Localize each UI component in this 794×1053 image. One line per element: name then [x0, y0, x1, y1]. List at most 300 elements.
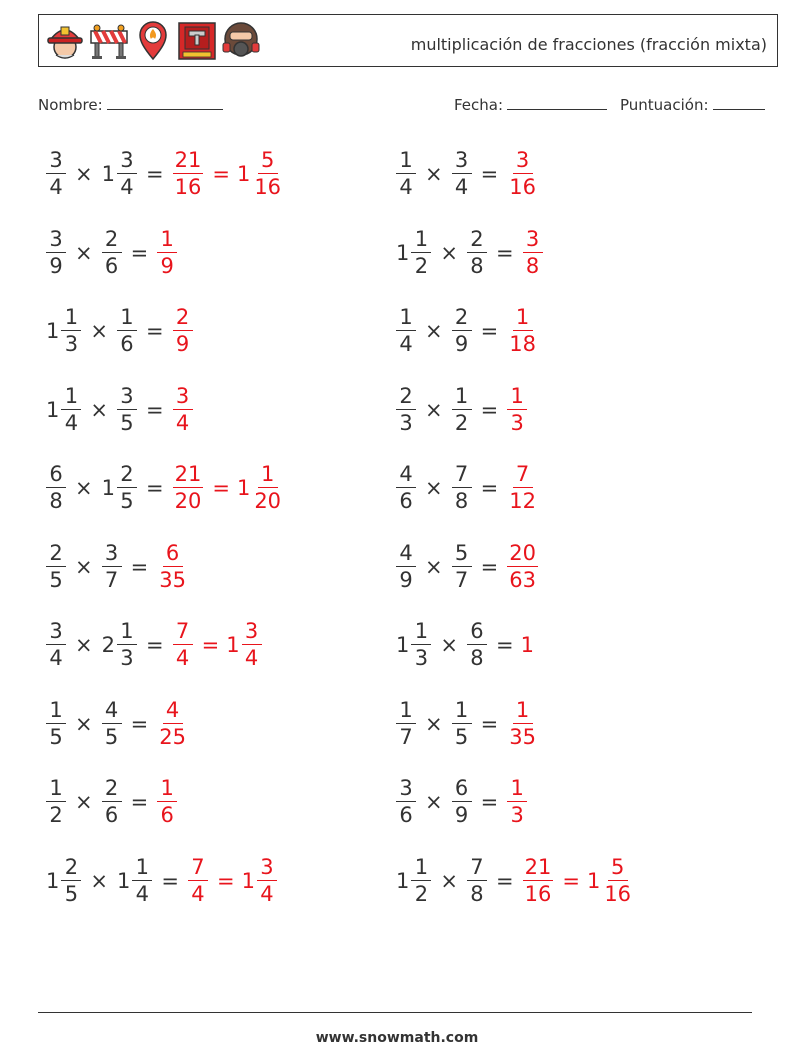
whole-number: 1 [46, 319, 60, 343]
denominator: 4 [135, 881, 150, 906]
numerator: 3 [173, 386, 193, 410]
fraction [117, 464, 137, 512]
gas-mask-icon [221, 19, 261, 63]
first-operand [44, 150, 68, 198]
times-sign: × [75, 240, 93, 265]
times-sign: × [75, 162, 93, 186]
denominator: 6 [160, 803, 174, 827]
first-operand [394, 307, 418, 355]
answer-fraction [188, 854, 208, 906]
numerator: 2 [117, 464, 137, 488]
fraction [117, 383, 137, 435]
denominator: 4 [64, 410, 79, 435]
problem-item [44, 458, 285, 518]
fraction [396, 697, 416, 749]
denominator: 4 [260, 881, 274, 906]
second-operand [450, 307, 474, 355]
numerator: 3 [46, 621, 66, 645]
times-sign: × [440, 240, 458, 265]
denominator: 3 [399, 410, 413, 435]
times-sign: × [75, 711, 93, 736]
problem-item [394, 458, 540, 518]
times-sign: × [425, 397, 443, 422]
problem-item [44, 615, 264, 675]
answer-fraction [157, 226, 177, 278]
fraction [132, 854, 152, 906]
answer [521, 633, 534, 657]
answer-fraction [507, 778, 527, 826]
numerator: 2 [452, 307, 472, 331]
second-operand [450, 697, 474, 749]
denominator: 4 [49, 646, 63, 670]
second-operand [465, 621, 489, 669]
answer-equals-sign: = [562, 868, 580, 893]
fraction [102, 778, 122, 826]
equals-sign: = [145, 319, 164, 343]
numerator: 6 [467, 621, 487, 645]
times-sign: × [440, 633, 458, 657]
times-sign: × [75, 476, 93, 500]
answer [171, 621, 264, 669]
answer-mixed-whole: 1 [236, 162, 251, 186]
first-operand [44, 464, 68, 512]
numerator: 21 [524, 854, 552, 879]
first-operand [394, 383, 418, 435]
numerator: 20 [509, 540, 536, 565]
second-operand [100, 464, 139, 512]
fraction [467, 226, 487, 278]
answer-fraction [507, 383, 527, 435]
equals-sign: = [480, 397, 499, 422]
score-blank[interactable] [713, 95, 765, 110]
answer-mixed-whole: 1 [241, 868, 255, 893]
fraction [452, 383, 472, 435]
denominator: 2 [49, 803, 63, 827]
answer-fraction [523, 854, 554, 906]
numerator: 4 [102, 700, 122, 724]
numerator: 2 [173, 307, 193, 331]
numerator: 3 [102, 543, 122, 567]
numerator: 3 [242, 621, 262, 645]
firefighter-helmet-icon [45, 19, 85, 63]
whole-number: 1 [396, 633, 410, 657]
first-operand [44, 854, 83, 906]
denominator: 4 [49, 175, 63, 199]
numerator: 1 [117, 307, 137, 331]
problem-item [394, 537, 540, 597]
answer-fraction [523, 226, 543, 278]
denominator: 20 [254, 489, 282, 513]
denominator: 9 [49, 253, 63, 278]
answer-mixed-fraction [602, 854, 633, 906]
equals-sign: = [161, 868, 179, 893]
first-operand [394, 621, 433, 669]
whole-number: 1 [46, 397, 60, 422]
numerator: 3 [46, 150, 66, 174]
name-blank[interactable] [107, 95, 223, 110]
second-operand [450, 383, 474, 435]
problem-item [44, 851, 279, 911]
denominator: 7 [454, 567, 469, 592]
answer-mixed-fraction [242, 621, 262, 669]
numerator: 1 [411, 857, 431, 881]
fraction [467, 621, 487, 669]
numerator: 7 [452, 464, 472, 488]
whole-number: 1 [396, 868, 410, 893]
equals-sign: = [130, 711, 149, 736]
whole-number: 1 [101, 476, 115, 500]
fraction [61, 854, 81, 906]
fraction [452, 150, 472, 198]
answer [171, 150, 285, 198]
times-sign: × [425, 476, 443, 500]
answer-fraction [507, 697, 538, 749]
denominator: 7 [399, 724, 413, 749]
numerator: 5 [258, 150, 278, 174]
answer [505, 307, 540, 355]
road-barrier-icon [89, 19, 129, 63]
whole-number: 1 [101, 162, 115, 186]
denominator: 63 [509, 567, 536, 592]
first-operand [394, 226, 433, 278]
numerator: 7 [173, 621, 193, 645]
denominator: 5 [49, 724, 63, 749]
first-operand [44, 778, 68, 826]
answer-equals-sign: = [212, 162, 230, 186]
times-sign: × [440, 868, 458, 893]
answer-fraction [157, 697, 188, 749]
numerator: 7 [467, 857, 487, 881]
equals-sign: = [145, 397, 164, 422]
second-operand [465, 854, 489, 906]
problem-item [394, 772, 529, 832]
answer [505, 697, 540, 749]
numerator: 4 [396, 543, 416, 567]
equals-sign: = [480, 790, 499, 814]
fraction [46, 778, 66, 826]
denominator: 9 [454, 803, 469, 827]
equals-sign: = [480, 554, 499, 579]
numerator: 1 [157, 778, 177, 802]
denominator: 6 [120, 332, 134, 356]
denominator: 18 [509, 332, 536, 356]
answer-equals-sign: = [201, 633, 220, 657]
answer-fraction [507, 307, 538, 355]
fraction [452, 464, 472, 512]
answer-mixed-whole: 1 [226, 633, 240, 657]
numerator: 3 [117, 386, 137, 410]
answer-mixed-fraction [257, 854, 277, 906]
whole-number: 1 [396, 240, 410, 265]
equals-sign: = [130, 554, 149, 579]
date-label: Fecha: [454, 96, 504, 114]
fraction [102, 226, 122, 278]
times-sign: × [425, 162, 443, 186]
answer-fraction [173, 464, 204, 512]
problem-item [394, 380, 529, 440]
numerator: 6 [452, 778, 472, 802]
fraction [396, 383, 416, 435]
numerator: 21 [174, 148, 202, 172]
second-operand [450, 540, 474, 592]
fraction [452, 307, 472, 355]
answer [505, 464, 540, 512]
denominator: 3 [414, 646, 429, 670]
numerator: 1 [507, 386, 527, 410]
second-operand [100, 150, 139, 198]
date-field [454, 95, 607, 114]
problem-item [44, 301, 195, 361]
denominator: 8 [49, 489, 63, 513]
denominator: 3 [510, 410, 524, 435]
equals-sign: = [145, 633, 164, 657]
second-operand [115, 854, 154, 906]
worksheet-header [38, 14, 778, 67]
numerator: 3 [452, 150, 472, 174]
numerator: 7 [513, 464, 533, 488]
denominator: 4 [175, 646, 190, 670]
numerator: 4 [163, 700, 183, 724]
numerator: 1 [452, 700, 472, 724]
answer-whole: 1 [520, 633, 534, 657]
fraction [46, 226, 66, 278]
first-operand [44, 226, 68, 278]
equals-sign: = [495, 633, 514, 657]
times-sign: × [90, 319, 108, 343]
denominator: 3 [510, 803, 524, 827]
denominator: 8 [454, 489, 469, 513]
denominator: 35 [509, 724, 536, 749]
numerator: 1 [117, 621, 137, 645]
second-operand [465, 226, 489, 278]
equals-sign: = [480, 162, 499, 186]
fraction [46, 464, 66, 512]
answer-equals-sign: = [216, 868, 235, 893]
denominator: 16 [174, 175, 202, 199]
denominator: 4 [399, 332, 413, 356]
times-sign: × [75, 554, 93, 579]
equals-sign: = [145, 162, 164, 186]
numerator: 1 [411, 229, 431, 253]
numerator: 6 [46, 464, 66, 488]
second-operand [450, 150, 474, 198]
answer-fraction [173, 621, 193, 669]
fraction [61, 383, 81, 435]
name-label: Nombre: [38, 96, 103, 114]
score-label: Puntuación: [620, 96, 709, 114]
fraction [411, 621, 431, 669]
equals-sign: = [145, 476, 164, 500]
denominator: 6 [104, 253, 119, 278]
denominator: 4 [244, 646, 259, 670]
denominator: 5 [454, 724, 469, 749]
answer [155, 697, 190, 749]
second-operand [450, 778, 474, 826]
fraction [117, 307, 137, 355]
answer [186, 854, 279, 906]
denominator: 8 [470, 646, 484, 670]
footer-url: www.snowmath.com [315, 1030, 479, 1046]
equals-sign: = [495, 868, 514, 893]
fraction [46, 697, 66, 749]
fraction [396, 778, 416, 826]
denominator: 20 [174, 489, 202, 513]
answer-fraction [507, 150, 538, 198]
name-field [38, 95, 223, 114]
denominator: 6 [399, 803, 413, 827]
numerator: 21 [174, 462, 202, 486]
denominator: 3 [64, 332, 79, 356]
equals-sign: = [480, 711, 499, 736]
answer-fraction [173, 150, 204, 198]
answer-fraction [157, 540, 188, 592]
numerator: 7 [188, 857, 208, 881]
times-sign: × [425, 554, 443, 579]
score-field [620, 95, 765, 114]
fraction [467, 854, 487, 906]
fraction [396, 307, 416, 355]
answer-equals-sign: = [212, 476, 230, 500]
fraction [452, 778, 472, 826]
first-operand [394, 540, 418, 592]
denominator: 6 [399, 489, 413, 513]
numerator: 1 [132, 857, 152, 881]
fraction [396, 540, 416, 592]
numerator: 1 [452, 386, 472, 410]
first-operand [44, 383, 83, 435]
problem-item [44, 537, 190, 597]
whole-number: 1 [116, 868, 131, 893]
numerator: 3 [117, 150, 137, 174]
first-operand [394, 464, 418, 512]
numerator: 2 [102, 229, 122, 253]
fraction [452, 540, 472, 592]
answer-fraction [173, 307, 193, 355]
answer-fraction [157, 778, 177, 826]
denominator: 12 [509, 489, 536, 513]
times-sign: × [75, 633, 93, 657]
numerator: 3 [257, 857, 277, 881]
whole-number: 1 [46, 868, 60, 893]
fraction [102, 540, 122, 592]
numerator: 3 [396, 778, 416, 802]
second-operand [100, 778, 124, 826]
footer-divider [38, 1012, 752, 1013]
denominator: 4 [120, 175, 134, 199]
denominator: 5 [49, 567, 63, 592]
second-operand [100, 697, 124, 749]
numerator: 2 [102, 778, 122, 802]
numerator: 1 [396, 150, 416, 174]
answer [505, 383, 529, 435]
denominator: 9 [175, 332, 190, 356]
date-blank[interactable] [507, 95, 607, 110]
second-operand [115, 307, 139, 355]
numerator: 1 [411, 621, 431, 645]
first-operand [44, 307, 83, 355]
equals-sign: = [480, 319, 499, 343]
problem-item [44, 772, 179, 832]
numerator: 1 [46, 700, 66, 724]
fraction [411, 226, 431, 278]
worksheet-title: multiplicación de fracciones (fracción mixta) [410, 35, 767, 54]
answer-fraction [507, 464, 538, 512]
denominator: 2 [414, 253, 429, 278]
answer [521, 226, 545, 278]
fraction [46, 150, 66, 198]
answer-mixed-fraction [252, 464, 283, 512]
times-sign: × [425, 711, 443, 736]
fraction [117, 621, 137, 669]
problem-item [394, 851, 635, 911]
denominator: 5 [120, 410, 134, 435]
numerator: 2 [396, 386, 416, 410]
denominator: 4 [191, 881, 205, 906]
first-operand [44, 621, 68, 669]
denominator: 16 [604, 881, 632, 906]
denominator: 8 [525, 253, 540, 278]
answer-mixed-whole: 1 [236, 476, 251, 500]
fraction [411, 854, 431, 906]
times-sign: × [75, 790, 93, 814]
numerator: 1 [61, 307, 81, 331]
answer [155, 226, 179, 278]
denominator: 4 [399, 175, 413, 199]
problem-item [394, 615, 534, 675]
denominator: 7 [104, 567, 119, 592]
numerator: 2 [467, 229, 487, 253]
answer [171, 383, 195, 435]
second-operand [100, 226, 124, 278]
denominator: 4 [175, 410, 190, 435]
second-operand [100, 540, 124, 592]
numerator: 1 [258, 464, 278, 488]
first-operand [394, 150, 418, 198]
fraction [102, 697, 122, 749]
times-sign: × [425, 790, 443, 814]
problem-item [44, 694, 190, 754]
denominator: 16 [509, 175, 536, 199]
denominator: 16 [254, 175, 282, 199]
fraction [61, 307, 81, 355]
numerator: 1 [507, 778, 527, 802]
denominator: 9 [399, 567, 413, 592]
denominator: 16 [524, 881, 552, 906]
equals-sign: = [480, 476, 499, 500]
first-operand [394, 778, 418, 826]
numerator: 1 [513, 700, 533, 724]
fraction [452, 697, 472, 749]
problem-item [394, 694, 540, 754]
equals-sign: = [130, 790, 149, 814]
denominator: 9 [160, 253, 174, 278]
numerator: 1 [46, 778, 66, 802]
answer [171, 464, 285, 512]
equals-sign: = [130, 240, 149, 265]
numerator: 1 [396, 307, 416, 331]
first-operand [394, 697, 418, 749]
denominator: 4 [454, 175, 469, 199]
problem-item [44, 223, 179, 283]
numerator: 1 [513, 307, 533, 331]
fire-alarm-icon [177, 19, 217, 63]
second-operand [450, 464, 474, 512]
answer-mixed-whole: 1 [586, 868, 601, 893]
whole-number: 2 [101, 633, 115, 657]
denominator: 5 [120, 489, 134, 513]
times-sign: × [90, 397, 108, 422]
numerator: 5 [452, 543, 472, 567]
